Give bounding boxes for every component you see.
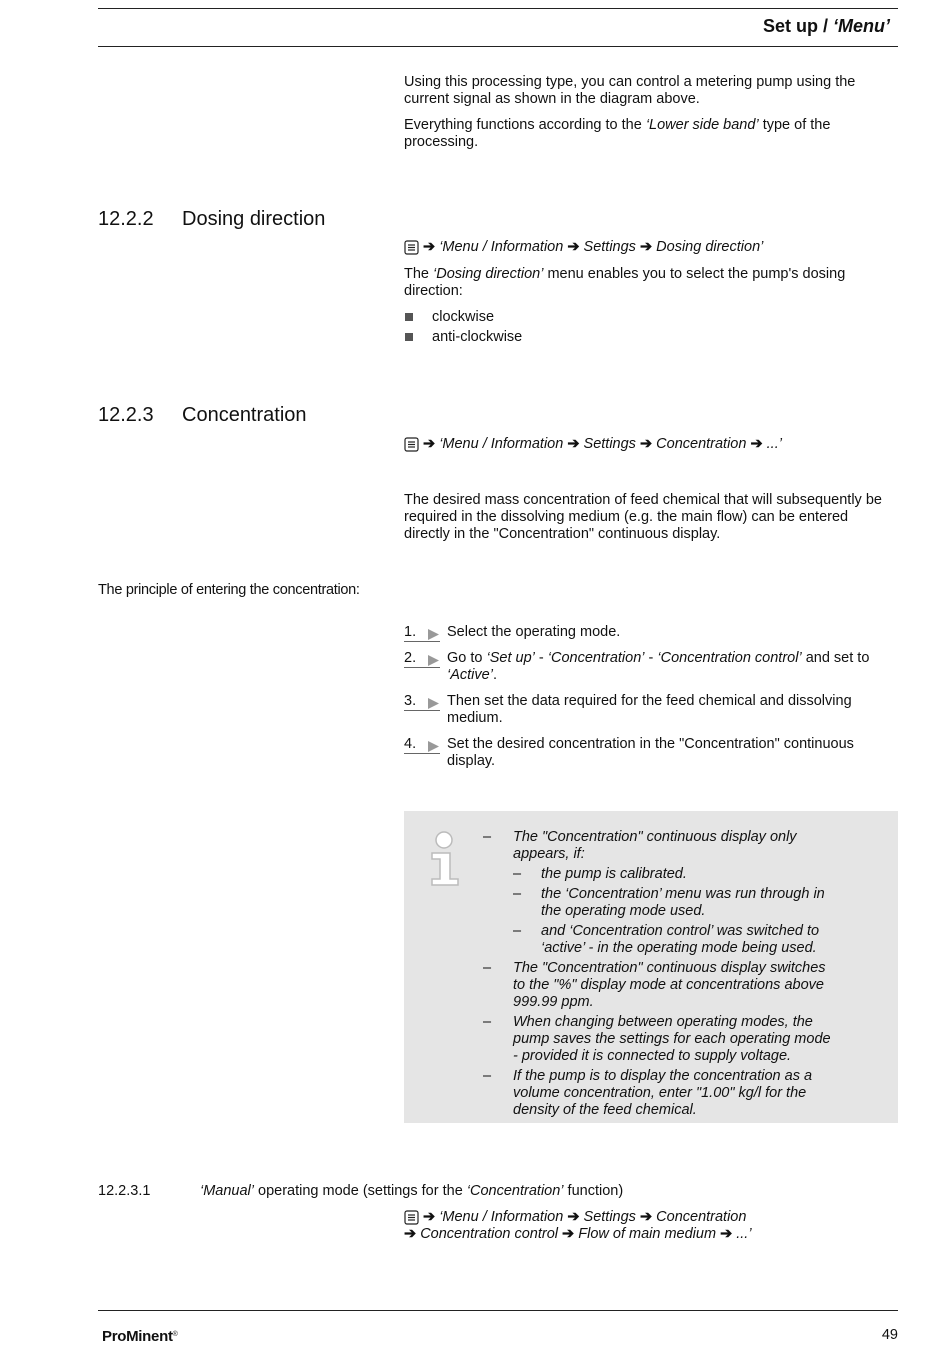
info-item: – If the pump is to display the concentration as a volume concentration, enter "1.00" kg/l for the density of the feed chemical.	[483, 1068, 813, 1118]
subsection-heading-manual-mode: 12.2.3.1 ‘Manual’ operating mode (settings for the ‘Concentration’ function)	[98, 1183, 624, 1199]
section-heading-dosing-direction: 12.2.2 Dosing direction	[98, 208, 326, 230]
step-item: 1. Select the operating mode.	[404, 624, 621, 640]
step-number: 4.	[404, 736, 440, 754]
step-number: 2.	[404, 650, 440, 668]
menu-path-dosing-direction: ➔ ‘Menu / Information ➔ Settings ➔ Dosing direction’	[404, 239, 898, 256]
step-item: 3. Then set the data required for the feed chemical and dissolving medium.	[404, 693, 852, 726]
menu-icon	[404, 240, 421, 255]
menu-path-manual-mode: ➔ ‘Menu / Information ➔ Settings ➔ Concentration ➔ Concentration control ➔ Flow of main medium ➔ ...’	[404, 1209, 752, 1242]
dosing-direction-options	[404, 309, 898, 349]
step-item: 2. Go to ‘Set up’ - ‘Concentration’ - ‘Concentration control’ and set to ‘Active’.	[404, 650, 870, 683]
info-item: – The "Concentration" continuous display switches to the "%" display mode at concentrations above 999.99 ppm.	[483, 960, 826, 1010]
step-arrow-icon	[428, 629, 439, 640]
menu-icon	[404, 437, 421, 452]
menu-path-concentration: ➔ ‘Menu / Information ➔ Settings ➔ Concentration ➔ ...’	[404, 436, 898, 453]
page-number: 49	[881, 1327, 898, 1343]
step-arrow-icon	[428, 698, 439, 709]
footer-rule	[98, 1310, 898, 1311]
info-icon	[428, 831, 464, 887]
step-item: 4. Set the desired concentration in the "Concentration" continuous display.	[404, 736, 854, 769]
step-arrow-icon	[428, 655, 439, 666]
intro-text	[404, 74, 898, 151]
step-number: 1.	[404, 624, 440, 642]
info-subitem: – the ‘Concentration’ menu was run through in the operating mode used.	[513, 886, 825, 919]
info-item: – When changing between operating modes, the pump saves the settings for each operating mode - provided it is connected to supply voltage.	[483, 1014, 831, 1064]
info-box	[404, 811, 898, 1123]
principle-heading: The principle of entering the concentration:	[98, 582, 360, 598]
section-heading-concentration: 12.2.3 Concentration	[98, 404, 307, 426]
page-header-title: Set up / ‘Menu’	[762, 16, 890, 36]
info-item: – The "Concentration" continuous display only appears, if: – the pump is calibrated. – the ‘Concentration’ menu was run through in the operating mode used. – and ‘Concentration control’ was switched to ‘active’ - in the operating mode being used.	[483, 829, 833, 957]
info-list	[483, 829, 833, 1122]
list-item: anti-clockwise	[404, 329, 898, 346]
intro-paragraph-1: Using this processing type, you can control a metering pump using the current signal as shown in the diagram above.	[404, 74, 856, 107]
intro-paragraph-2: Everything functions according to the ‘Lower side band’ type of the processing.	[404, 117, 831, 150]
list-item: clockwise	[404, 309, 898, 326]
principle-steps	[404, 624, 898, 779]
dosing-direction-description: The ‘Dosing direction’ menu enables you to select the pump's dosing direction:	[404, 266, 846, 299]
info-sublist	[513, 866, 833, 957]
step-arrow-icon	[428, 741, 439, 752]
info-subitem: – and ‘Concentration control’ was switched to ‘active’ - in the operating mode being used.	[513, 923, 820, 956]
header-bottom-rule	[98, 46, 898, 47]
info-subitem: – the pump is calibrated.	[513, 866, 687, 882]
header-top-rule	[98, 8, 898, 9]
prominent-logo: ProMinent®	[102, 1328, 178, 1345]
step-number: 3.	[404, 693, 440, 711]
menu-icon	[404, 1210, 421, 1225]
concentration-description: The desired mass concentration of feed chemical that will subsequently be required in the dissolving medium (e.g. the main flow) can be entered directly in the "Concentration" continuous display.	[404, 492, 882, 542]
